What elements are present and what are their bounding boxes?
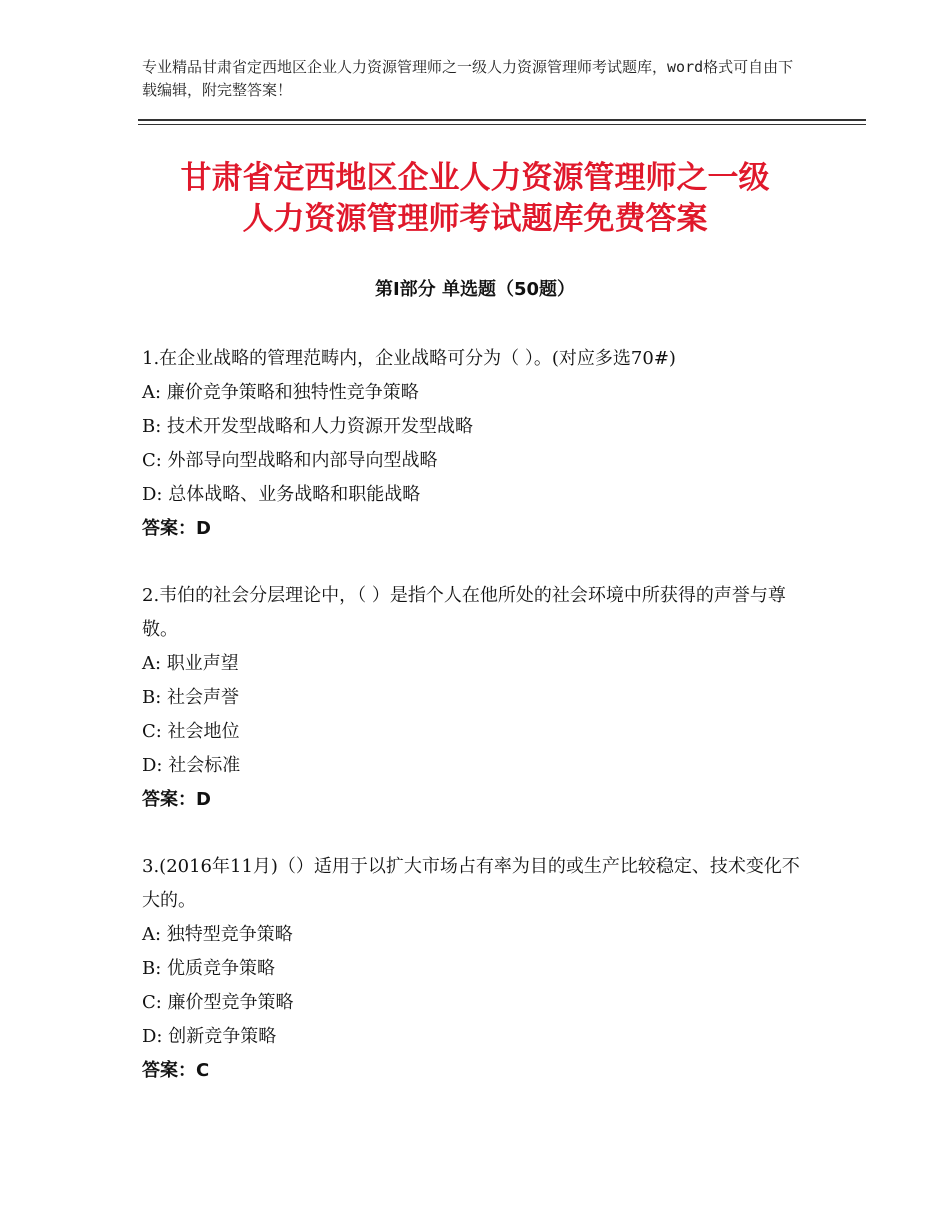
header-divider-thin bbox=[138, 124, 866, 125]
answer: 答案：D bbox=[142, 518, 211, 539]
title-line-1: 甘肃省定西地区企业人力资源管理师之一级 bbox=[180, 160, 770, 196]
option-a: A: 职业声望 bbox=[142, 653, 239, 674]
title-line-2: 人力资源管理师考试题库免费答案 bbox=[242, 201, 708, 237]
option-c: C: 外部导向型战略和内部导向型战略 bbox=[142, 450, 438, 471]
question-list bbox=[142, 342, 812, 1121]
option-a: A: 独特型竞争策略 bbox=[142, 924, 293, 945]
option-a: A: 廉价竞争策略和独特性竞争策略 bbox=[142, 382, 419, 403]
question-stem: 2.韦伯的社会分层理论中，（ ）是指个人在他所处的社会环境中所获得的声誉与尊敬。 bbox=[142, 585, 786, 640]
question-stem: 3.(2016年11月)（）适用于以扩大市场占有率为目的或生产比较稳定、技术变化不大的。 bbox=[142, 856, 800, 911]
option-c: C: 社会地位 bbox=[142, 721, 240, 742]
question-3 bbox=[142, 850, 812, 1088]
header-divider-thick bbox=[138, 119, 866, 121]
answer: 答案：D bbox=[142, 789, 211, 810]
option-d: D: 社会标准 bbox=[142, 755, 241, 776]
question-stem: 1.在企业战略的管理范畴内，企业战略可分为（ ）。(对应多选70#) bbox=[142, 348, 676, 369]
question-2 bbox=[142, 579, 812, 817]
option-b: B: 技术开发型战略和人力资源开发型战略 bbox=[142, 416, 474, 437]
question-1 bbox=[142, 342, 812, 546]
section-title: 第Ⅰ部分 单选题（50题） bbox=[374, 279, 575, 300]
option-c: C: 廉价型竞争策略 bbox=[142, 992, 294, 1013]
document-title bbox=[100, 158, 850, 240]
option-d: D: 创新竞争策略 bbox=[142, 1026, 277, 1047]
option-d: D: 总体战略、业务战略和职能战略 bbox=[142, 484, 421, 505]
option-b: B: 优质竞争策略 bbox=[142, 958, 276, 979]
answer: 答案：C bbox=[142, 1060, 210, 1081]
header-note: 专业精品甘肃省定西地区企业人力资源管理师之一级人力资源管理师考试题库，word格式可自由下载编辑，附完整答案！ bbox=[142, 58, 794, 99]
option-b: B: 社会声誉 bbox=[142, 687, 240, 708]
